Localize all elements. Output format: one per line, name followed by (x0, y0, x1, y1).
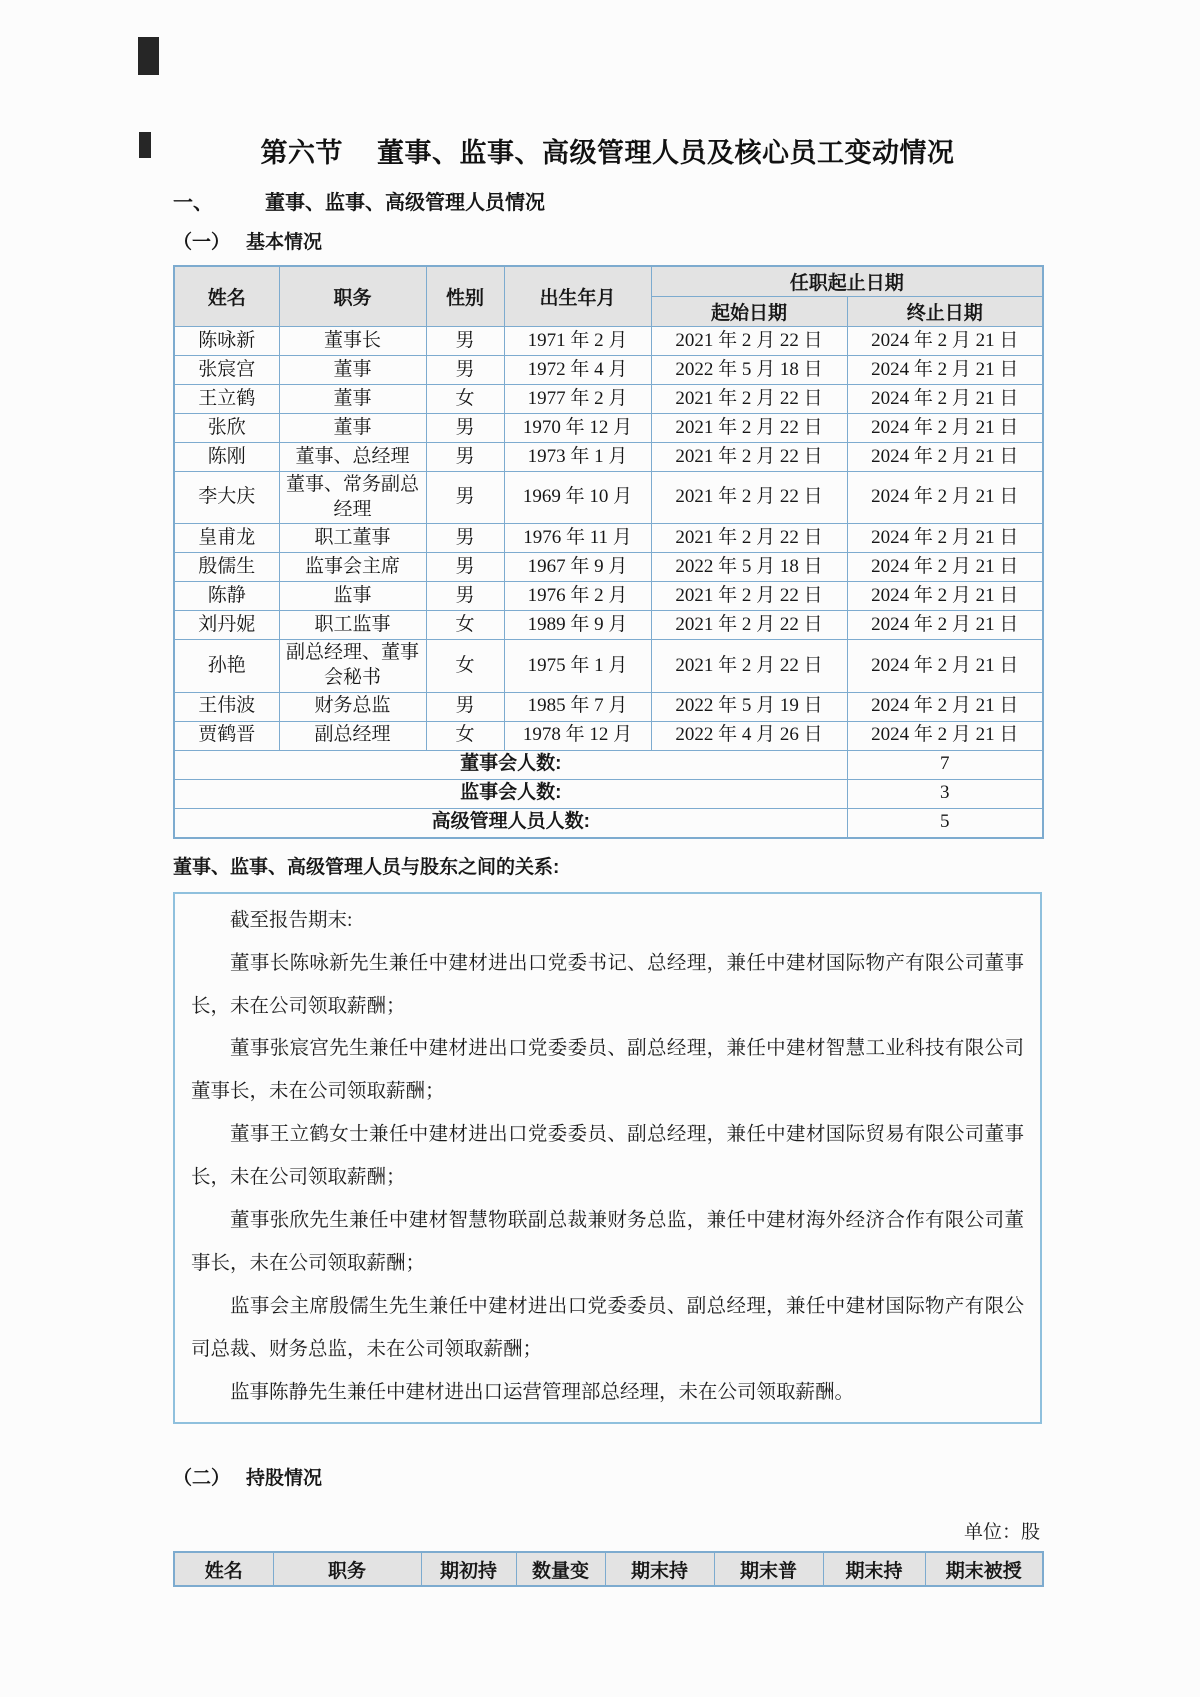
subsection-heading-holding (173, 1466, 1042, 1491)
basic-info-table-header (174, 266, 1043, 327)
officer-cell-birth: 1975 年 1 月 (504, 640, 651, 692)
officer-cell-gender: 男 (426, 524, 504, 553)
officer-cell-name: 孙艳 (174, 640, 279, 692)
section-heading-1 (173, 190, 1042, 216)
officer-cell-end: 2024 年 2 月 21 日 (847, 721, 1043, 750)
officer-row (174, 472, 1043, 524)
subsection-number: （一） (173, 232, 231, 253)
unit-note: 单位：股 (963, 1522, 1040, 1544)
officer-cell-end: 2024 年 2 月 21 日 (847, 692, 1043, 721)
officer-cell-position: 董事、总经理 (279, 443, 426, 472)
holding-header-row (174, 1552, 1043, 1586)
officer-cell-birth: 1971 年 2 月 (504, 327, 651, 356)
summary-label: 董事会人数: (174, 750, 847, 779)
summary-row (174, 779, 1043, 808)
officer-row (174, 524, 1043, 553)
officer-cell-birth: 1969 年 10 月 (504, 472, 651, 524)
officer-cell-name: 王立鹤 (174, 385, 279, 414)
holding-col-header: 期末持 (605, 1552, 714, 1586)
officer-cell-birth: 1976 年 2 月 (504, 582, 651, 611)
officer-cell-gender: 男 (426, 327, 504, 356)
summary-row (174, 750, 1043, 779)
officer-cell-birth: 1976 年 11 月 (504, 524, 651, 553)
relationship-paragraph: 截至报告期末: (230, 909, 353, 931)
officer-cell-position: 副总经理、董事会秘书 (279, 640, 426, 692)
officer-row (174, 721, 1043, 750)
officer-cell-position: 监事会主席 (279, 553, 426, 582)
summary-value: 7 (847, 750, 1043, 779)
summary-value: 3 (847, 779, 1043, 808)
col-header-tenure: 任职起止日期 (651, 266, 1043, 297)
officer-cell-name: 陈咏新 (174, 327, 279, 356)
col-header-position: 职务 (279, 266, 426, 327)
officer-cell-name: 陈刚 (174, 443, 279, 472)
officer-row (174, 356, 1043, 385)
officer-cell-start: 2021 年 2 月 22 日 (651, 524, 847, 553)
officer-cell-position: 董事长 (279, 327, 426, 356)
officer-cell-end: 2024 年 2 月 21 日 (847, 640, 1043, 692)
officer-cell-end: 2024 年 2 月 21 日 (847, 524, 1043, 553)
page-title (173, 136, 1042, 170)
officer-cell-end: 2024 年 2 月 21 日 (847, 414, 1043, 443)
officer-cell-birth: 1978 年 12 月 (504, 721, 651, 750)
summary-label: 监事会人数: (174, 779, 847, 808)
officer-cell-start: 2021 年 2 月 22 日 (651, 443, 847, 472)
page-title-section-no: 第六节 (260, 138, 343, 168)
officer-cell-end: 2024 年 2 月 21 日 (847, 611, 1043, 640)
officer-row (174, 582, 1043, 611)
holding-col-header: 期末普 (714, 1552, 823, 1586)
officer-cell-gender: 女 (426, 385, 504, 414)
officer-row (174, 611, 1043, 640)
subsection-heading-basic (173, 230, 1042, 255)
officer-cell-start: 2021 年 2 月 22 日 (651, 414, 847, 443)
summary-label: 高级管理人员人数: (174, 808, 847, 838)
holding-col-header: 数量变 (516, 1552, 605, 1586)
page-title-text: 董事、监事、高级管理人员及核心员工变动情况 (377, 138, 955, 168)
holding-table-header (174, 1552, 1043, 1586)
officer-cell-gender: 女 (426, 611, 504, 640)
officer-row (174, 553, 1043, 582)
officer-cell-start: 2021 年 2 月 22 日 (651, 611, 847, 640)
officer-row (174, 327, 1043, 356)
officer-cell-start: 2022 年 5 月 19 日 (651, 692, 847, 721)
officer-cell-gender: 女 (426, 640, 504, 692)
officer-cell-start: 2021 年 2 月 22 日 (651, 582, 847, 611)
subsection-heading-text: 基本情况 (246, 232, 323, 253)
relationship-paragraph: 监事陈静先生兼任中建材进出口运营管理部总经理，未在公司领取薪酬。 (230, 1381, 855, 1403)
relationship-paragraph: 董事张欣先生兼任中建材智慧物联副总裁兼财务总监，兼任中建材海外经济合作有限公司董事长，未在公司领取薪酬； (191, 1209, 1024, 1274)
officer-cell-name: 刘丹妮 (174, 611, 279, 640)
officer-cell-start: 2022 年 5 月 18 日 (651, 356, 847, 385)
officer-row (174, 414, 1043, 443)
relationship-paragraph: 董事张宸宫先生兼任中建材进出口党委委员、副总经理，兼任中建材智慧工业科技有限公司董事长，未在公司领取薪酬； (191, 1038, 1024, 1103)
officer-cell-birth: 1977 年 2 月 (504, 385, 651, 414)
relationship-heading: 董事、监事、高级管理人员与股东之间的关系: (173, 856, 560, 878)
officer-cell-gender: 男 (426, 356, 504, 385)
officer-cell-end: 2024 年 2 月 21 日 (847, 443, 1043, 472)
basic-info-table-body (174, 327, 1043, 838)
officer-cell-name: 王伟波 (174, 692, 279, 721)
relationship-paragraph: 监事会主席殷儒生先生兼任中建材进出口党委委员、副总经理，兼任中建材国际物产有限公司总裁、财务总监，未在公司领取薪酬； (191, 1295, 1024, 1360)
basic-info-table (173, 265, 1044, 839)
officer-cell-position: 职工监事 (279, 611, 426, 640)
officer-cell-name: 皇甫龙 (174, 524, 279, 553)
officer-cell-start: 2021 年 2 月 22 日 (651, 327, 847, 356)
officer-cell-end: 2024 年 2 月 21 日 (847, 356, 1043, 385)
officer-cell-birth: 1973 年 1 月 (504, 443, 651, 472)
col-header-gender: 性别 (426, 266, 504, 327)
officer-cell-start: 2022 年 5 月 18 日 (651, 553, 847, 582)
officer-cell-start: 2022 年 4 月 26 日 (651, 721, 847, 750)
col-header-start-date: 起始日期 (651, 297, 847, 327)
officer-cell-position: 副总经理 (279, 721, 426, 750)
officer-cell-position: 董事 (279, 385, 426, 414)
officer-cell-position: 董事 (279, 414, 426, 443)
holding-col-header: 职务 (273, 1552, 421, 1586)
officer-cell-gender: 男 (426, 414, 504, 443)
officer-cell-name: 陈静 (174, 582, 279, 611)
holding-col-header: 姓名 (174, 1552, 273, 1586)
scan-artifact-mark (138, 37, 159, 75)
officer-cell-gender: 女 (426, 721, 504, 750)
page-content (173, 0, 1042, 1587)
officer-cell-start: 2021 年 2 月 22 日 (651, 385, 847, 414)
officer-row (174, 443, 1043, 472)
relationship-text-box (173, 892, 1042, 1425)
col-header-birth: 出生年月 (504, 266, 651, 327)
officer-cell-position: 董事 (279, 356, 426, 385)
officer-cell-gender: 男 (426, 443, 504, 472)
officer-cell-start: 2021 年 2 月 22 日 (651, 640, 847, 692)
holding-col-header: 期末持 (823, 1552, 925, 1586)
officer-cell-position: 职工董事 (279, 524, 426, 553)
scan-artifact-mark (139, 132, 151, 158)
officer-cell-birth: 1989 年 9 月 (504, 611, 651, 640)
officer-cell-end: 2024 年 2 月 21 日 (847, 327, 1043, 356)
relationship-paragraph: 董事王立鹤女士兼任中建材进出口党委委员、副总经理，兼任中建材国际贸易有限公司董事长，未在公司领取薪酬； (191, 1124, 1024, 1189)
officer-row (174, 640, 1043, 692)
col-header-name: 姓名 (174, 266, 279, 327)
col-header-end-date: 终止日期 (847, 297, 1043, 327)
officer-row (174, 385, 1043, 414)
section-heading-text: 董事、监事、高级管理人员情况 (265, 192, 545, 214)
officer-cell-end: 2024 年 2 月 21 日 (847, 385, 1043, 414)
officer-cell-end: 2024 年 2 月 21 日 (847, 472, 1043, 524)
officer-cell-name: 殷儒生 (174, 553, 279, 582)
section-number: 一、 (173, 192, 213, 214)
officer-cell-birth: 1985 年 7 月 (504, 692, 651, 721)
officer-cell-name: 张宸宫 (174, 356, 279, 385)
officer-cell-name: 张欣 (174, 414, 279, 443)
officer-cell-start: 2021 年 2 月 22 日 (651, 472, 847, 524)
officer-cell-gender: 男 (426, 692, 504, 721)
officer-cell-gender: 男 (426, 472, 504, 524)
officer-cell-end: 2024 年 2 月 21 日 (847, 553, 1043, 582)
officer-cell-name: 贾鹤晋 (174, 721, 279, 750)
officer-cell-birth: 1967 年 9 月 (504, 553, 651, 582)
holding-col-header: 期末被授 (925, 1552, 1043, 1586)
officer-cell-position: 监事 (279, 582, 426, 611)
header-row-1 (174, 266, 1043, 297)
officer-cell-name: 李大庆 (174, 472, 279, 524)
holding-table (173, 1551, 1044, 1587)
summary-value: 5 (847, 808, 1043, 838)
officer-cell-gender: 男 (426, 582, 504, 611)
subsection-heading-text: 持股情况 (246, 1468, 323, 1490)
officer-cell-position: 董事、常务副总经理 (279, 472, 426, 524)
summary-row (174, 808, 1043, 838)
subsection-number: （二） (173, 1468, 231, 1490)
officer-cell-end: 2024 年 2 月 21 日 (847, 582, 1043, 611)
officer-cell-gender: 男 (426, 553, 504, 582)
officer-row (174, 692, 1043, 721)
holding-col-header: 期初持 (421, 1552, 516, 1586)
relationship-paragraph: 董事长陈咏新先生兼任中建材进出口党委书记、总经理，兼任中建材国际物产有限公司董事长，未在公司领取薪酬； (191, 952, 1024, 1017)
officer-cell-position: 财务总监 (279, 692, 426, 721)
officer-cell-birth: 1970 年 12 月 (504, 414, 651, 443)
officer-cell-birth: 1972 年 4 月 (504, 356, 651, 385)
